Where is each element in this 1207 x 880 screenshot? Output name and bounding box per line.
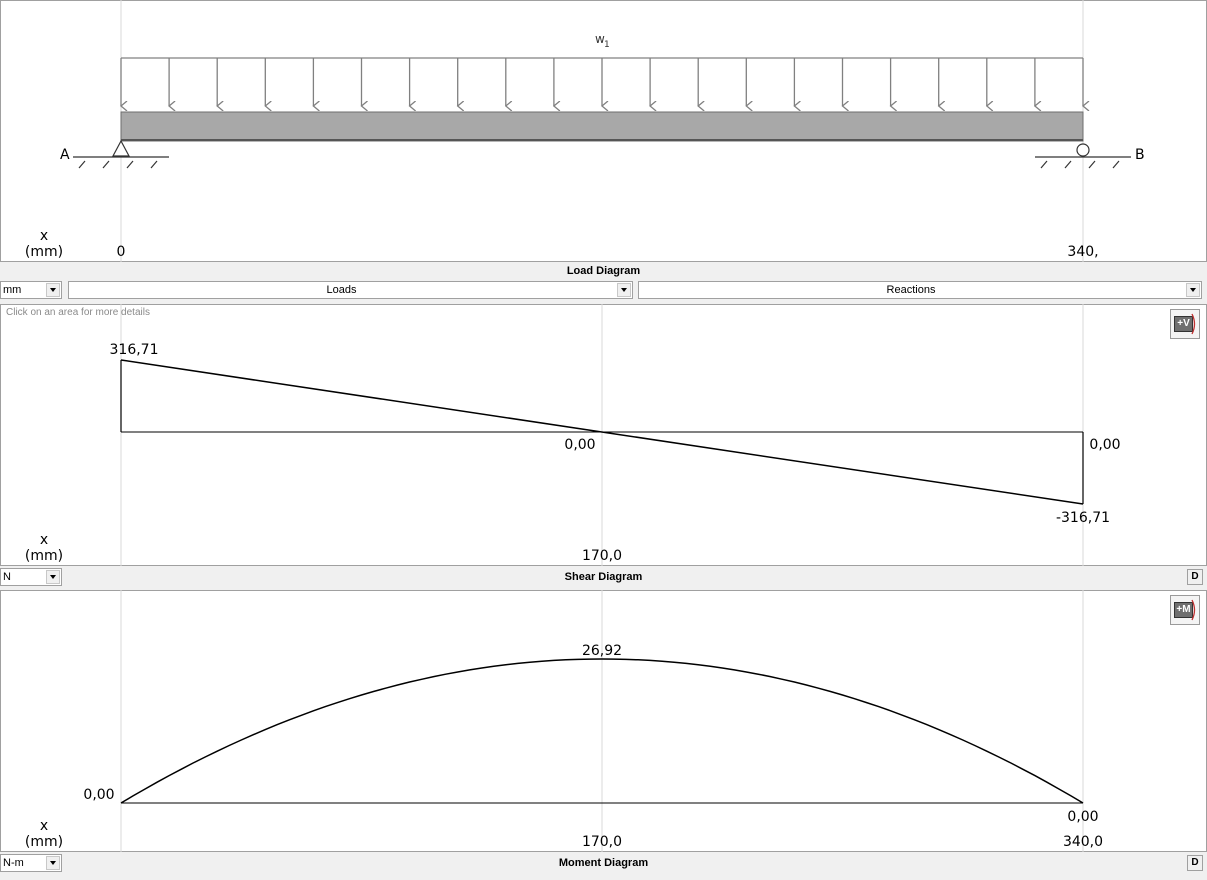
shear-zero-label: 0,00 [564, 437, 596, 453]
distributed-load-arrows [121, 58, 1083, 106]
loads-select[interactable] [68, 281, 633, 299]
chevron-down-icon[interactable] [46, 283, 60, 297]
force-unit-value: N [3, 571, 11, 583]
beam [121, 112, 1083, 141]
moment-start-label: 0,00 [83, 787, 115, 803]
shear-min-label: -316,71 [1055, 510, 1111, 526]
x-mid-label: 170,0 [581, 834, 623, 850]
moment-title-bar [0, 852, 1207, 880]
shear-max-label: 316,71 [109, 342, 159, 358]
sign-convention-icon [1191, 598, 1197, 622]
moment-sign-label: +M [1174, 602, 1193, 618]
hint-text: Click on an area for more details [6, 307, 150, 318]
shear-sign-button[interactable] [1170, 309, 1200, 339]
moment-unit-value: N-m [3, 857, 24, 869]
load-diagram-panel [0, 0, 1207, 262]
load-diagram-canvas [0, 0, 1207, 262]
moment-max-label: 26,92 [581, 643, 623, 659]
shear-sign-label: +V [1174, 316, 1193, 332]
load-subscript: 1 [604, 40, 610, 50]
chevron-down-icon[interactable] [617, 283, 631, 297]
moment-diagram-canvas[interactable] [0, 590, 1207, 852]
moment-diagram-panel[interactable] [0, 590, 1207, 852]
length-unit-select[interactable] [0, 281, 62, 299]
loads-select-value: Loads [326, 284, 357, 296]
shear-title-bar [0, 566, 1207, 590]
moment-sign-button[interactable] [1170, 595, 1200, 625]
support-a-label: A [60, 147, 70, 163]
load-label: w [595, 32, 605, 46]
moment-diagram-title: Moment Diagram [558, 857, 649, 869]
shear-diagram-panel[interactable] [0, 304, 1207, 566]
reactions-select[interactable] [638, 281, 1202, 299]
moment-detail-button[interactable]: D [1187, 855, 1203, 871]
x-end-label: 340,0 [1062, 834, 1104, 850]
x-end-label: 340, [1067, 244, 1099, 260]
shear-end-zero-label: 0,00 [1089, 437, 1121, 453]
chevron-down-icon[interactable] [1186, 283, 1200, 297]
shear-diagram-canvas[interactable] [0, 304, 1207, 566]
moment-end-label: 0,00 [1067, 809, 1099, 825]
x-axis-label: x [39, 532, 49, 548]
shear-diagram-title: Shear Diagram [564, 571, 643, 583]
x-start-label: 0 [116, 244, 126, 260]
reactions-select-value: Reactions [886, 284, 936, 296]
toolbar [0, 280, 1207, 304]
sign-convention-icon [1191, 312, 1197, 336]
load-diagram-title: Load Diagram [566, 265, 641, 277]
x-unit-label: (mm) [24, 548, 64, 564]
x-mid-label: 170,0 [581, 548, 623, 564]
x-unit-label: (mm) [24, 244, 64, 260]
shear-detail-button[interactable]: D [1187, 569, 1203, 585]
x-axis-label: x [39, 818, 49, 834]
support-b-label: B [1135, 147, 1145, 163]
x-axis-label: x [39, 228, 49, 244]
x-unit-label: (mm) [24, 834, 64, 850]
load-title-bar [0, 262, 1207, 280]
length-unit-value: mm [3, 284, 22, 296]
